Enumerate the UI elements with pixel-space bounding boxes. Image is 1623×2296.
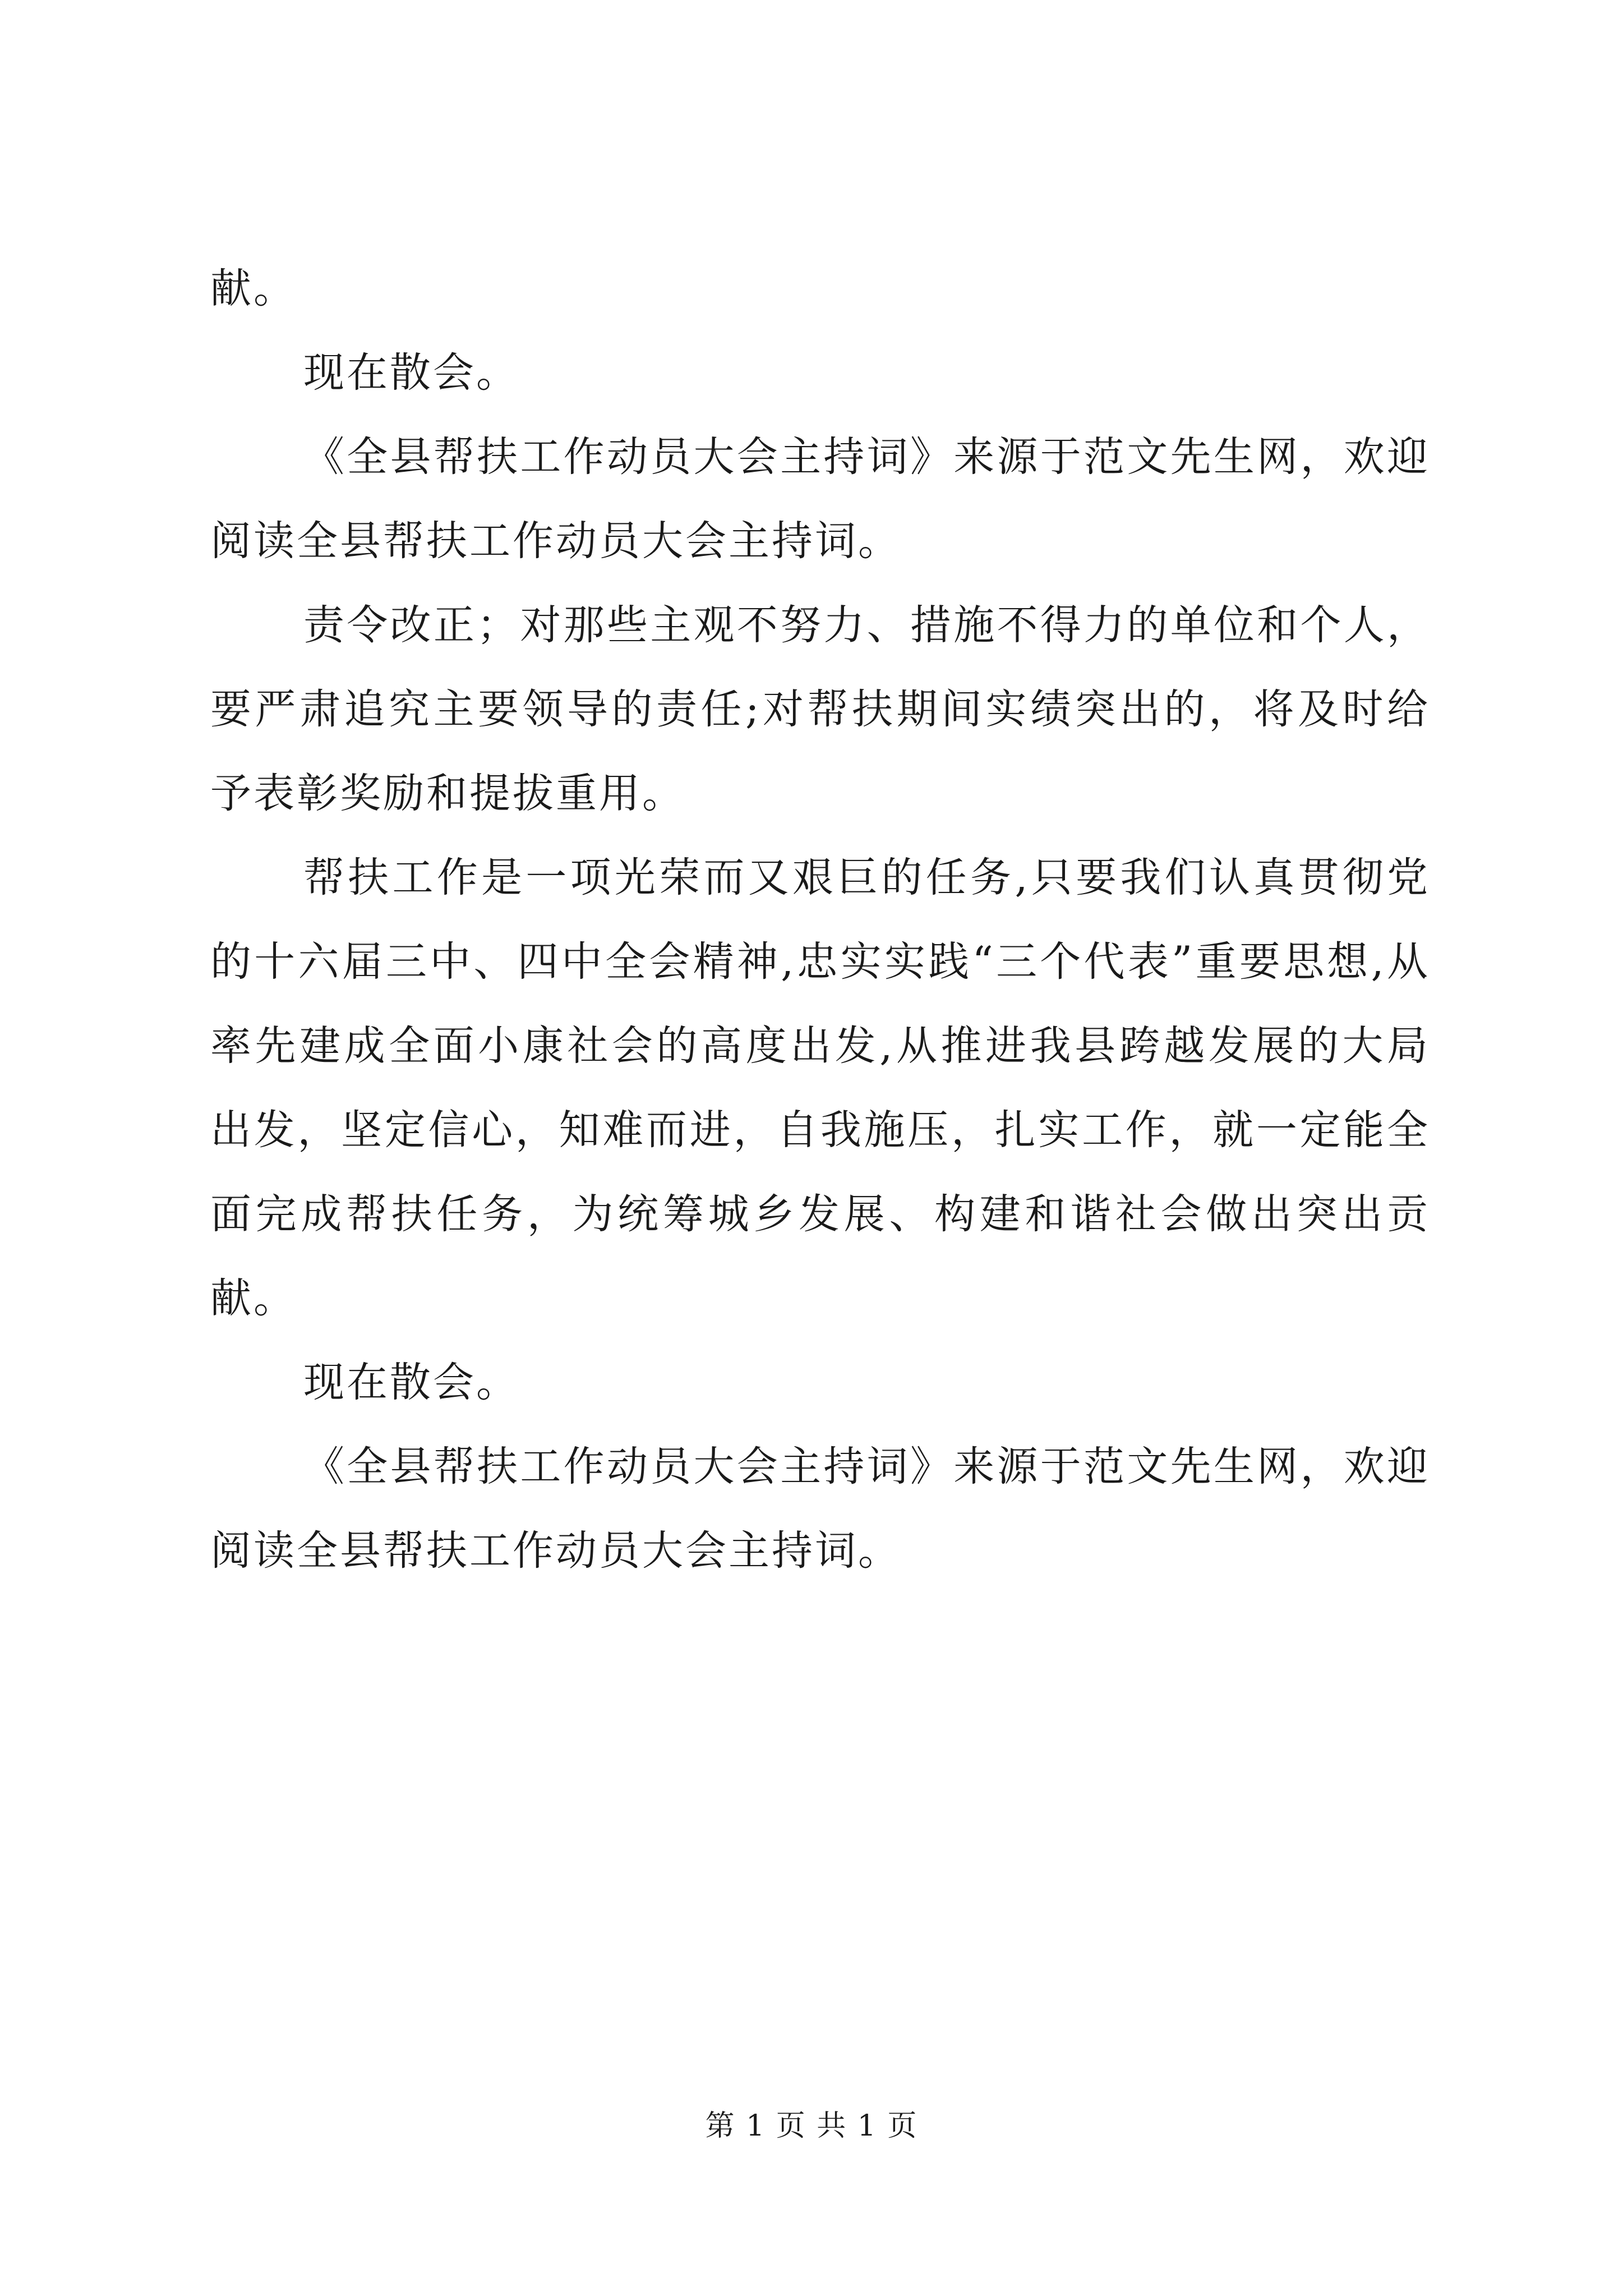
paragraph-adjourn-repeat: 现在散会。: [303, 1359, 519, 1406]
document-body: [210, 247, 1430, 1593]
paragraph-adjourn: 现在散会。: [303, 349, 519, 397]
paragraph-conclusion: 帮扶工作是一项光荣而又艰巨的任务,只要我们认真贯彻党的十六届三中、四中全会精神,忠实实践“三个代表”重要思想,从率先建成全面小康社会的高度出发,从推进我县跨越发展的大局出发，坚定信心，知难而进，自我施压，扎实工作，就一定能全面完成帮扶任务，为统筹城乡发展、构建和谐社会做出突出贡献。: [210, 854, 1430, 1322]
paragraph-accountability: 责令改正；对那些主观不努力、措施不得力的单位和个人，要严肃追究主要领导的责任;对帮扶期间实绩突出的，将及时给予表彰奖励和提拔重用。: [210, 601, 1430, 817]
paragraph-continuation: 献。: [210, 265, 297, 312]
page-number-footer: 第 1 页 共 1 页: [705, 2109, 918, 2143]
paragraph-source-note-repeat: 《全县帮扶工作动员大会主持词》来源于范文先生网，欢迎阅读全县帮扶工作动员大会主持词。: [210, 1443, 1430, 1575]
paragraph-source-note: 《全县帮扶工作动员大会主持词》来源于范文先生网，欢迎阅读全县帮扶工作动员大会主持词。: [210, 433, 1430, 565]
